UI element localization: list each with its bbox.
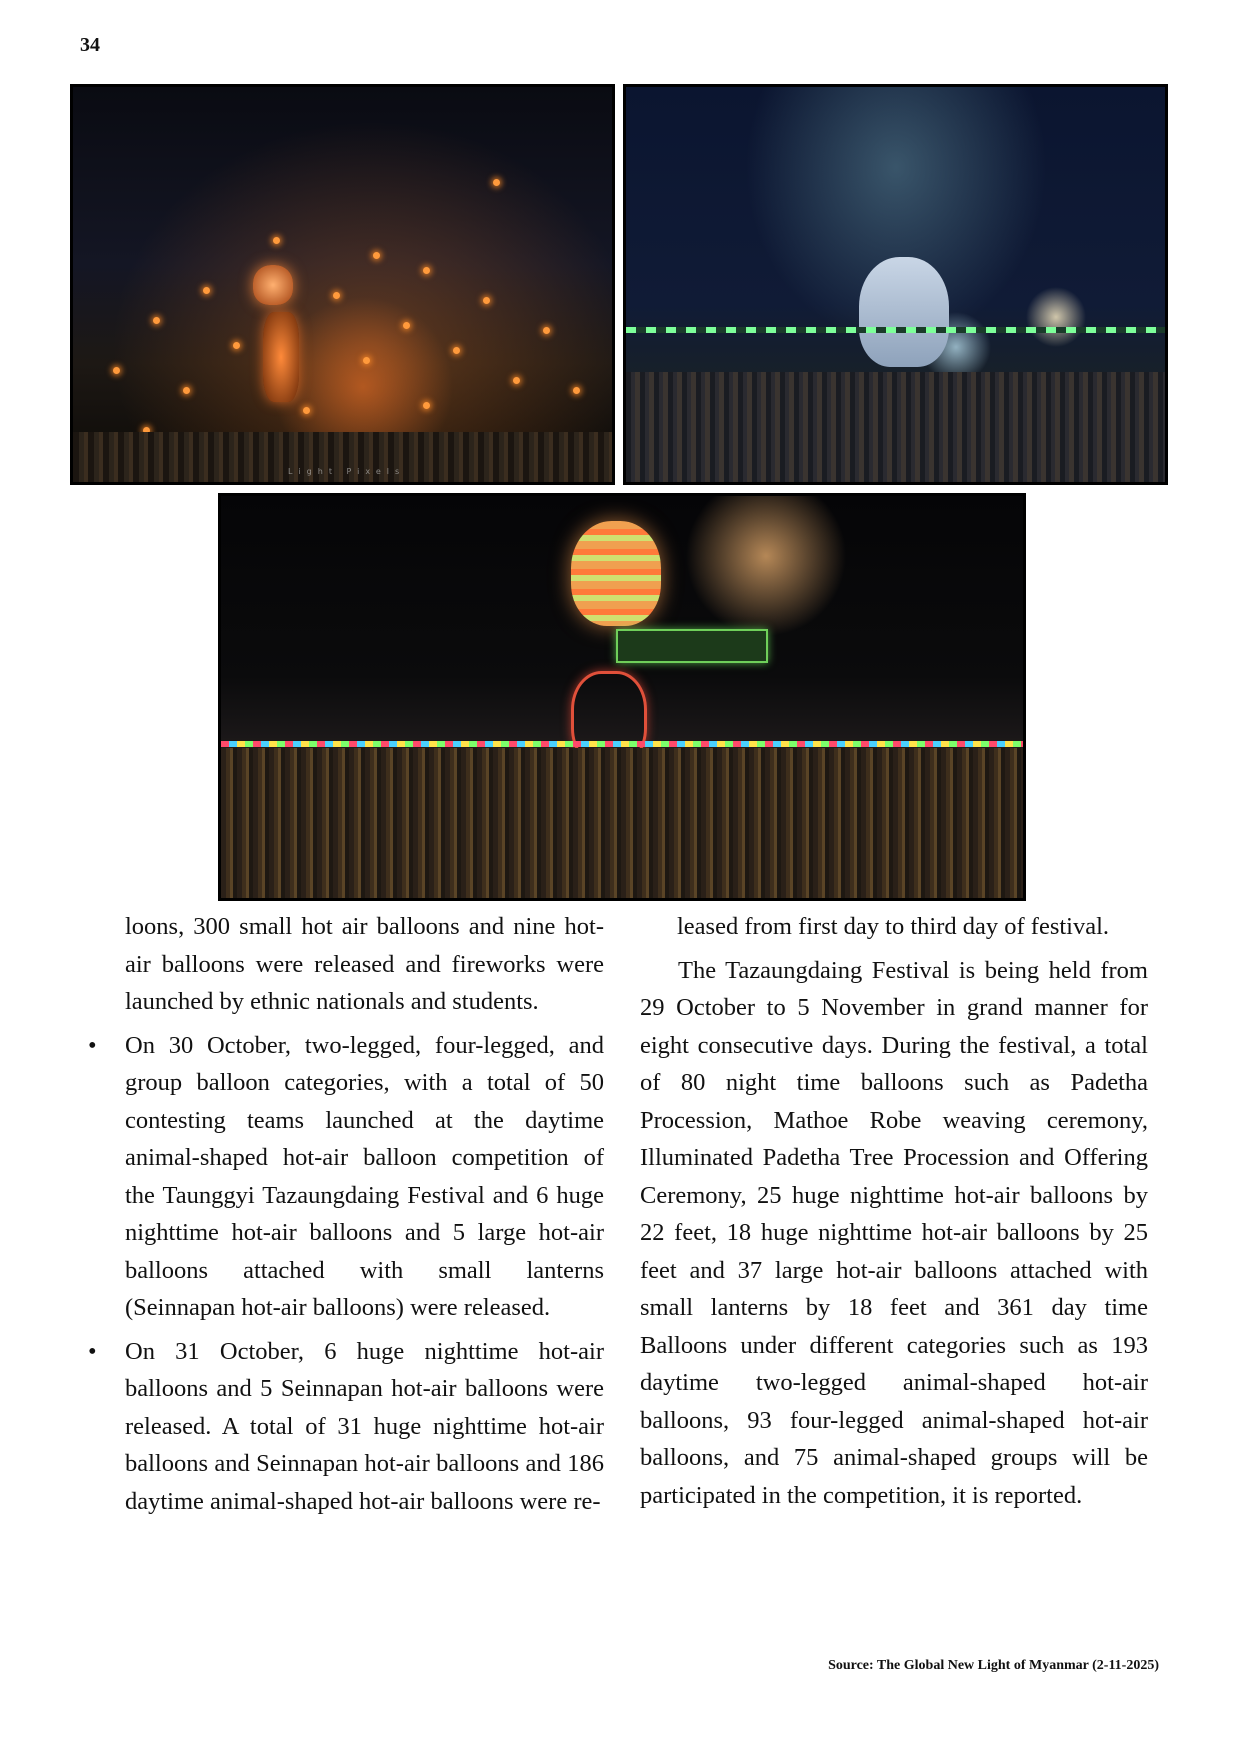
article-left-column [80, 908, 604, 1520]
colored-light-strip [221, 741, 1026, 747]
lantern-dot [453, 347, 460, 354]
illuminated-balloon-graphic [571, 521, 661, 626]
lantern-dot [573, 387, 580, 394]
continued-paragraph: loons, 300 small hot air balloons and nine hot-air balloons were released and fireworks were launched by ethnic nationals and students. [125, 913, 604, 1015]
lantern-dot [423, 402, 430, 409]
illuminated-sign-graphic [616, 629, 768, 663]
lantern-dot [363, 357, 370, 364]
lantern-dot [513, 377, 520, 384]
source-citation: Source: The Global New Light of Myanmar (2-11-2025) [828, 1658, 1159, 1673]
illuminated-balloon-festival-photo [218, 493, 1026, 901]
sky-lanterns-photo [70, 84, 615, 485]
crowd-graphic [221, 748, 1023, 898]
festival-summary-paragraph: The Tazaungdaing Festival is being held from 29 October to 5 November in grand manner for eight consecutive days. During the festival, a total of 80 night time balloons such as Padetha Procession, Mathoe Robe weaving ceremony, Illuminated Padetha Tree Procession and Offering Ceremony, 25 huge nighttime hot-air balloons by 22 feet, 18 huge nighttime hot-air balloons by 25 feet and 37 large hot-air balloons attached with small lanterns by 18 feet and 361 day time Balloons under different categories such as 193 daytime two-legged animal-shaped hot-air balloons, 93 four-legged animal-shaped hot-air balloons, and 75 animal-shaped groups will be participated in the competition, it is reported. [640, 956, 1148, 1509]
bullet-item-30-october [80, 1027, 604, 1327]
photo-watermark: Light Pixels [288, 467, 406, 476]
illuminated-figure-graphic [263, 312, 299, 402]
lantern-dot [373, 252, 380, 259]
article-right-column [640, 908, 1148, 1514]
bullet-text: On 30 October, two-legged, four-legged, and group balloon categories, with a total of 50 contesting teams launched at the daytime animal-shaped hot-air balloon competition of the Taunggyi Tazaungdaing Festival and 6 huge nighttime hot-air balloons and 5 large hot-air balloons attached with small lanterns (Seinnapan hot-air balloons) were released. [125, 1031, 604, 1321]
bullet-item-31-october [80, 1333, 604, 1521]
lantern-dot [403, 322, 410, 329]
lantern-dot [423, 267, 430, 274]
lantern-dot [233, 342, 240, 349]
lantern-dot [483, 297, 490, 304]
lantern-dot [203, 287, 210, 294]
lantern-balloon-graphic [253, 265, 293, 305]
lantern-dot [113, 367, 120, 374]
lantern-dot [493, 179, 500, 186]
bullet-icon: • [88, 1337, 97, 1365]
lantern-dot [273, 237, 280, 244]
green-light-strip [626, 327, 1168, 333]
hot-air-balloon-graphic [859, 257, 949, 367]
lantern-dot [543, 327, 550, 334]
crowd-graphic [626, 372, 1165, 482]
page-number: 34 [80, 34, 100, 56]
bullet-icon: • [88, 1031, 97, 1059]
lantern-dot [333, 292, 340, 299]
lantern-dot [183, 387, 190, 394]
balloon-launch-crowd-photo [623, 84, 1168, 485]
bullet-text: On 31 October, 6 huge nighttime hot-air balloons and 5 Seinnapan hot-air balloons were released. A total of 31 huge nighttime hot-air balloons and Seinnapan hot-air balloons and 186 daytime animal-shaped hot-air balloons were re- [125, 1337, 604, 1515]
continued-paragraph: leased from first day to third day of festival. [677, 913, 1110, 940]
lantern-dot [153, 317, 160, 324]
lantern-dot [303, 407, 310, 414]
